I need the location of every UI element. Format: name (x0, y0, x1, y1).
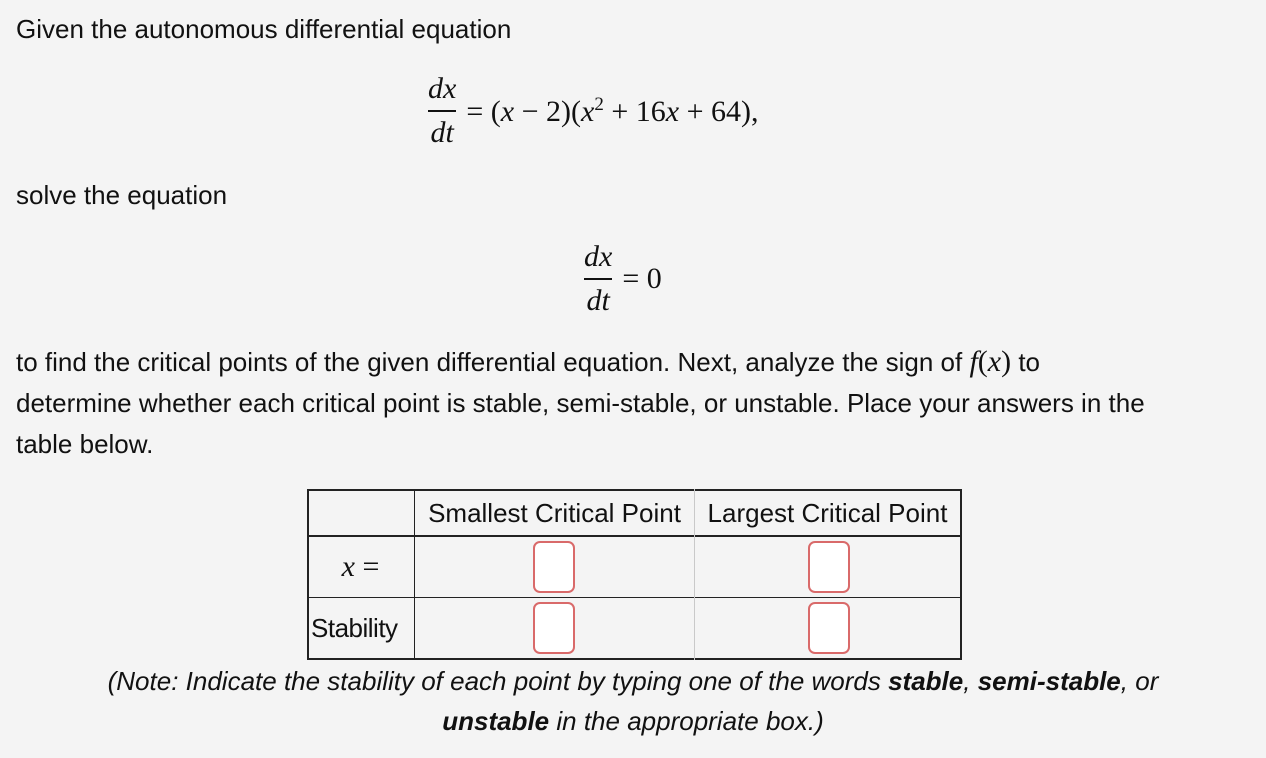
note-keyword-semi-stable: semi-stable (977, 666, 1121, 696)
fraction-denominator: dt (430, 116, 454, 149)
table-border (960, 489, 962, 660)
header-largest-critical-point: Largest Critical Point (707, 498, 948, 528)
paragraph-line-1 (16, 341, 1256, 383)
note-keyword-unstable: unstable (442, 706, 550, 736)
largest-critical-point-input[interactable] (808, 541, 850, 593)
derivative-fraction (428, 70, 456, 152)
fraction-numerator: dx (584, 240, 613, 273)
row-label-stability: Stability (311, 613, 398, 643)
note-line-1 (0, 661, 1266, 701)
paragraph-text: to (1011, 347, 1041, 377)
zero-equation (584, 238, 662, 320)
rhs-variable: x (580, 94, 595, 128)
rhs-exponent: 2 (594, 93, 604, 115)
rhs-part: + 64), (679, 94, 759, 128)
instruction-paragraph (16, 341, 1256, 465)
note-text: in the appropriate box.) (549, 706, 824, 736)
rhs-variable: x (665, 94, 680, 128)
function-variable: x (987, 345, 1002, 378)
rhs-part: = ( (466, 94, 501, 128)
paragraph-line-2: determine whether each critical point is stable, semi-stable, or unstable. Place your answers in the (16, 388, 1145, 418)
rhs-part: − 2)( (514, 94, 581, 128)
paragraph-text: to find the critical points of the given differential equation. Next, analyze the sign of (16, 347, 970, 377)
rhs-part: + 16 (603, 94, 666, 128)
function-name: f (969, 345, 978, 378)
smallest-stability-input[interactable] (533, 602, 575, 654)
note-keyword-stable: stable (888, 666, 964, 696)
header-smallest-critical-point: Smallest Critical Point (428, 498, 681, 528)
intro-text: Given the autonomous differential equation (16, 14, 512, 44)
fraction-numerator: dx (428, 72, 457, 105)
math-paren: ) (1001, 345, 1012, 378)
critical-points-table (307, 489, 962, 660)
row-label-variable: x (341, 550, 355, 583)
math-paren: ( (977, 345, 988, 378)
solve-text: solve the equation (16, 180, 228, 210)
paragraph-line-3: table below. (16, 429, 154, 459)
smallest-critical-point-input[interactable] (533, 541, 575, 593)
table-border (307, 658, 962, 660)
note-text: , (963, 666, 978, 696)
note-text: (Note: Indicate the stability of each point by typing one of the words (107, 666, 889, 696)
largest-stability-input[interactable] (808, 602, 850, 654)
derivative-fraction (584, 238, 612, 320)
row-label-x (307, 537, 414, 597)
rhs-variable: x (500, 94, 515, 128)
row-label-equals: = (354, 550, 380, 583)
note-text: , or (1120, 666, 1159, 696)
fraction-bar (584, 278, 612, 280)
fraction-bar (428, 110, 456, 112)
fraction-denominator: dt (586, 284, 610, 317)
differential-equation (428, 70, 758, 152)
equation-rhs (466, 95, 758, 128)
equation-rhs: = 0 (622, 262, 662, 295)
note-line-2 (0, 701, 1266, 741)
stability-note (0, 661, 1266, 741)
